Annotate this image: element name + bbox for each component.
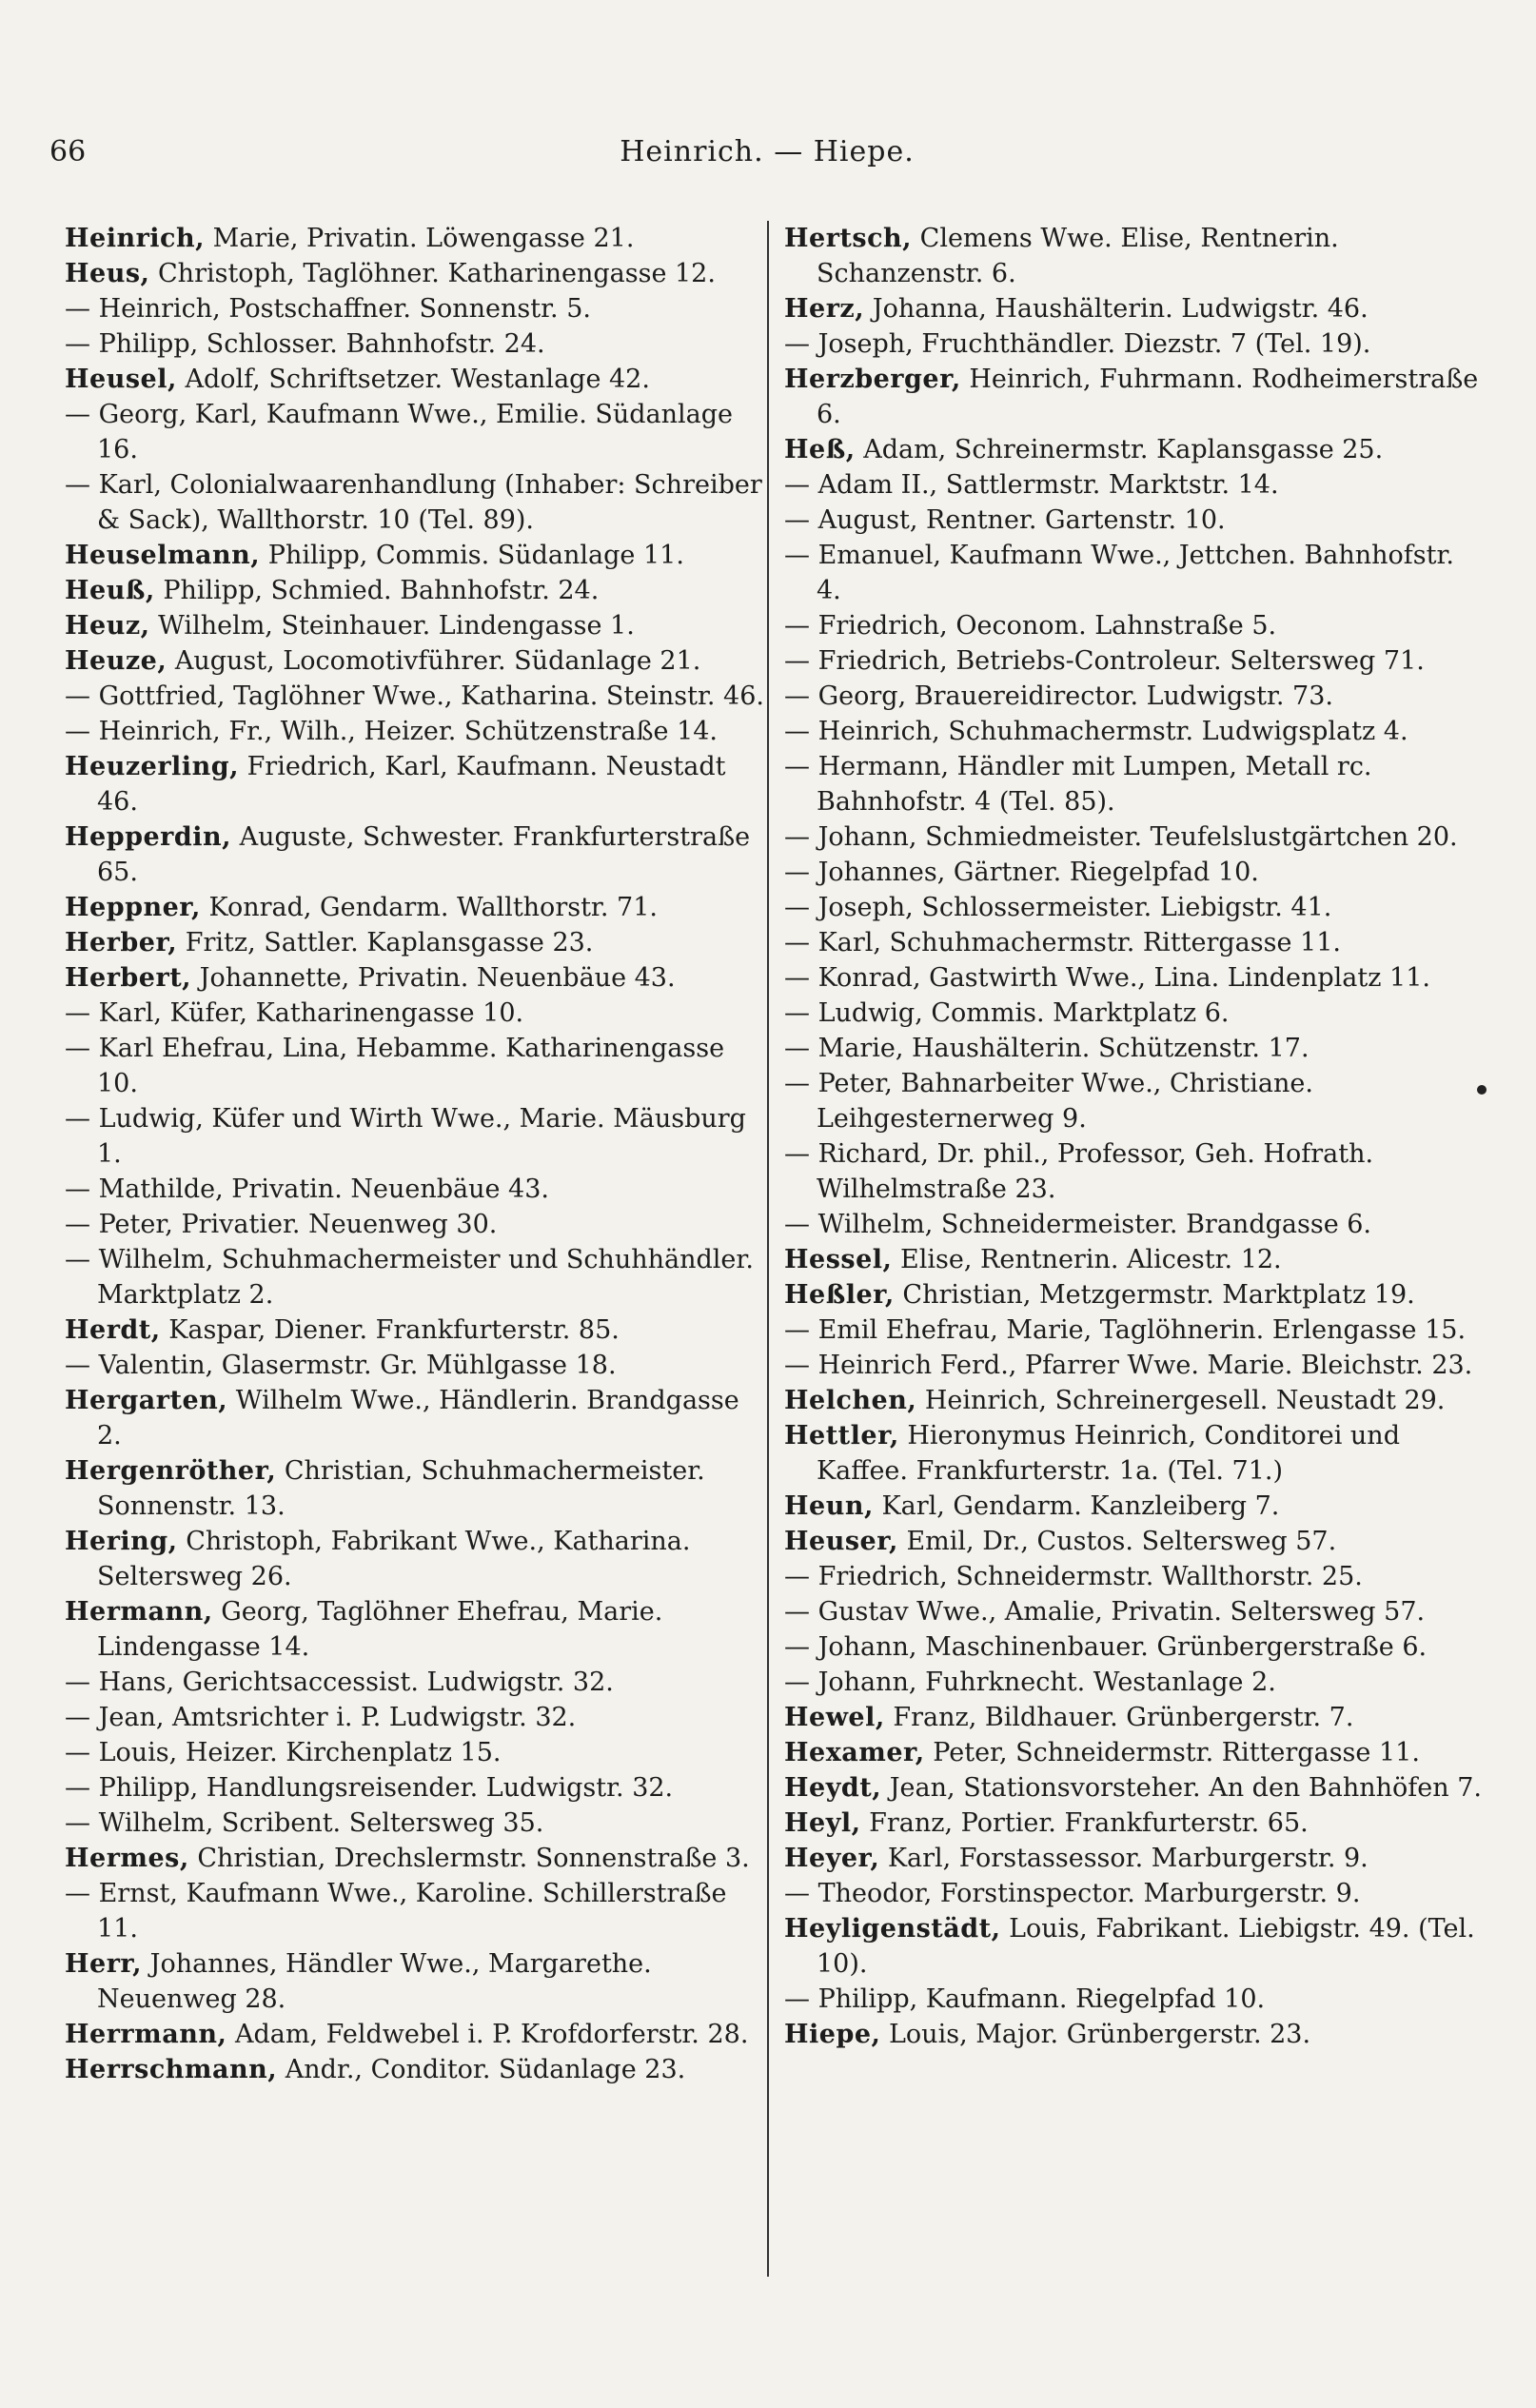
entry-text: — Ernst, Kaufmann Wwe., Karoline. Schillerstraße 11.: [65, 1879, 727, 1944]
directory-entry: [65, 1946, 764, 2017]
directory-entry: [784, 1524, 1484, 1559]
entry-text: Franz, Portier. Frankfurterstr. 65.: [869, 1808, 1309, 1838]
entry-text: Heinrich, Schreinergesell. Neustadt 29.: [924, 1386, 1446, 1415]
directory-entry: [784, 1277, 1484, 1313]
directory-entry: [65, 714, 764, 749]
entry-text: August, Locomotivführer. Südanlage 21.: [174, 646, 701, 676]
entry-text: — Wilhelm, Schneidermeister. Brandgasse 6.: [784, 1210, 1372, 1239]
directory-entry: [65, 467, 764, 538]
entry-text: — Theodor, Forstinspector. Marburgerstr. 9.: [784, 1879, 1361, 1908]
directory-entry: [65, 1313, 764, 1348]
directory-entry: [65, 608, 764, 643]
directory-entry: [784, 749, 1484, 819]
directory-entry: [784, 1841, 1484, 1876]
entry-text: Christian, Metzgermstr. Marktplatz 19.: [902, 1280, 1415, 1310]
entry-text: Fritz, Sattler. Kaplansgasse 23.: [185, 928, 594, 957]
entry-text: Elise, Rentnerin. Alicestr. 12.: [900, 1245, 1282, 1274]
entry-text: — Konrad, Gastwirth Wwe., Lina. Lindenplatz 11.: [784, 963, 1430, 993]
entry-text: Louis, Fabrikant. Liebigstr. 49. (Tel. 10).: [817, 1914, 1475, 1979]
entry-text: Clemens Wwe. Elise, Rentnerin. Schanzenstr. 6.: [817, 224, 1339, 288]
entry-text: — Jean, Amtsrichter i. P. Ludwigstr. 32.: [65, 1703, 577, 1732]
entry-text: Johannette, Privatin. Neuenbäue 43.: [199, 963, 676, 993]
entry-surname: Heuze,: [65, 646, 167, 676]
entry-surname: Heß,: [784, 435, 856, 464]
running-title: Heinrich. — Hiepe.: [620, 135, 915, 168]
directory-entry: [65, 291, 764, 326]
entry-surname: Hiepe,: [784, 2020, 881, 2049]
directory-entry: [65, 1876, 764, 1946]
directory-entry: [784, 996, 1484, 1031]
directory-entry: [65, 1101, 764, 1172]
entry-text: — Valentin, Glasermstr. Gr. Mühlgasse 18.: [65, 1351, 617, 1380]
entry-text: Georg, Taglöhner Ehefrau, Marie. Lindengasse 14.: [97, 1597, 663, 1662]
entry-text: Wilhelm, Steinhauer. Lindengasse 1.: [158, 611, 635, 641]
directory-entry: [784, 1594, 1484, 1629]
entry-text: Adam, Schreinermstr. Kaplansgasse 25.: [863, 435, 1384, 464]
entry-surname: Hermann,: [65, 1597, 213, 1627]
entry-text: — Johannes, Gärtner. Riegelpfad 10.: [784, 858, 1259, 887]
directory-entry: [784, 1348, 1484, 1383]
entry-text: — Philipp, Kaufmann. Riegelpfad 10.: [784, 1984, 1266, 2014]
entry-text: — Johann, Fuhrknecht. Westanlage 2.: [784, 1668, 1276, 1697]
entry-text: Marie, Privatin. Löwengasse 21.: [212, 224, 635, 253]
directory-entry: [784, 1066, 1484, 1136]
entry-surname: Heßler,: [784, 1280, 895, 1310]
entry-surname: Heyer,: [784, 1844, 880, 1873]
directory-entry: [784, 1770, 1484, 1806]
entry-text: — Hermann, Händler mit Lumpen, Metall rc. Bahnhofstr. 4 (Tel. 85).: [784, 752, 1372, 817]
directory-entry: [784, 1207, 1484, 1242]
directory-entry: [65, 1453, 764, 1524]
directory-entry: [65, 538, 764, 573]
directory-entry: [65, 749, 764, 819]
entry-surname: Herdt,: [65, 1315, 161, 1345]
directory-entry: [784, 1418, 1484, 1489]
entry-text: — Karl, Küfer, Katharinengasse 10.: [65, 998, 524, 1028]
directory-entry: [65, 1383, 764, 1453]
directory-entry: [784, 1136, 1484, 1207]
directory-entry: [65, 1841, 764, 1876]
directory-entry: [784, 291, 1484, 326]
entry-surname: Heus,: [65, 259, 150, 288]
entry-text: Christian, Drechslermstr. Sonnenstraße 3.: [197, 1844, 750, 1873]
entry-text: Louis, Major. Grünbergerstr. 23.: [889, 2020, 1311, 2049]
entry-text: — Philipp, Schlosser. Bahnhofstr. 24.: [65, 329, 545, 359]
directory-entry: [65, 326, 764, 362]
directory-entry: [65, 925, 764, 960]
entry-surname: Heyligenstädt,: [784, 1914, 1001, 1944]
entry-text: Christoph, Fabrikant Wwe., Katharina. Seltersweg 26.: [97, 1527, 691, 1591]
entry-text: — Ludwig, Commis. Marktplatz 6.: [784, 998, 1230, 1028]
directory-entry: [784, 467, 1484, 503]
directory-entry: [65, 573, 764, 608]
directory-entry: [65, 1207, 764, 1242]
entry-text: — Peter, Bahnarbeiter Wwe., Christiane. Leihgesternerweg 9.: [784, 1069, 1313, 1134]
entry-text: — Karl, Schuhmachermstr. Rittergasse 11.: [784, 928, 1341, 957]
left-column: [65, 221, 764, 2087]
directory-entry: [65, 1594, 764, 1665]
entry-text: — Ludwig, Küfer und Wirth Wwe., Marie. Mäusburg 1.: [65, 1104, 746, 1169]
directory-entry: [65, 1806, 764, 1841]
directory-entry: [65, 960, 764, 996]
entry-text: Franz, Bildhauer. Grünbergerstr. 7.: [893, 1703, 1354, 1732]
right-column: [784, 221, 1484, 2052]
column-divider: [767, 221, 769, 2277]
directory-entry: [784, 1665, 1484, 1700]
entry-text: Jean, Stationsvorsteher. An den Bahnhöfen 7.: [889, 1773, 1482, 1803]
directory-entry: [65, 819, 764, 890]
entry-text: Johanna, Haushälterin. Ludwigstr. 46.: [872, 294, 1369, 324]
directory-entry: [65, 362, 764, 397]
directory-entry: [784, 1383, 1484, 1418]
entry-surname: Heydt,: [784, 1773, 882, 1803]
page-number: 66: [49, 135, 87, 168]
entry-surname: Hettler,: [784, 1421, 899, 1451]
entry-text: Emil, Dr., Custos. Seltersweg 57.: [906, 1527, 1337, 1556]
directory-entry: [784, 714, 1484, 749]
directory-entry: [784, 1876, 1484, 1911]
directory-entry: [784, 608, 1484, 643]
entry-text: — Karl Ehefrau, Lina, Hebamme. Katharinengasse 10.: [65, 1034, 725, 1098]
directory-entry: [784, 1982, 1484, 2017]
entry-text: Auguste, Schwester. Frankfurterstraße 65.: [97, 822, 751, 887]
entry-surname: Heuz,: [65, 611, 150, 641]
entry-text: — Louis, Heizer. Kirchenplatz 15.: [65, 1738, 502, 1767]
entry-text: — Heinrich Ferd., Pfarrer Wwe. Marie. Bleichstr. 23.: [784, 1351, 1473, 1380]
entry-text: — Adam II., Sattlermstr. Marktstr. 14.: [784, 470, 1279, 500]
directory-entry: [784, 1700, 1484, 1735]
entry-text: Philipp, Schmied. Bahnhofstr. 24.: [163, 576, 600, 605]
directory-entry: [784, 643, 1484, 679]
entry-text: — Heinrich, Schuhmachermstr. Ludwigsplatz 4.: [784, 717, 1408, 746]
entry-surname: Herrschmann,: [65, 2055, 278, 2084]
entry-surname: Heun,: [784, 1491, 874, 1521]
print-dot-mark: [1477, 1085, 1487, 1095]
entry-text: — Marie, Haushälterin. Schützenstr. 17.: [784, 1034, 1310, 1063]
entry-text: — Heinrich, Postschaffner. Sonnenstr. 5.: [65, 294, 591, 324]
entry-surname: Herr,: [65, 1949, 143, 1979]
directory-entry: [784, 1313, 1484, 1348]
entry-text: Andr., Conditor. Südanlage 23.: [285, 2055, 686, 2084]
entry-surname: Hergenröther,: [65, 1456, 277, 1486]
directory-entry: [784, 1031, 1484, 1066]
directory-entry: [65, 890, 764, 925]
directory-entry: [65, 996, 764, 1031]
entry-surname: Hexamer,: [784, 1738, 925, 1767]
directory-entry: [784, 679, 1484, 714]
directory-entry: [65, 1700, 764, 1735]
entry-surname: Heppner,: [65, 893, 201, 922]
entry-surname: Heuß,: [65, 576, 155, 605]
entry-text: — Mathilde, Privatin. Neuenbäue 43.: [65, 1174, 549, 1204]
entry-text: — Johann, Maschinenbauer. Grünbergerstraße 6.: [784, 1632, 1428, 1662]
directory-entry: [65, 1665, 764, 1700]
entry-text: — Joseph, Fruchthändler. Diezstr. 7 (Tel. 19).: [784, 329, 1371, 359]
entry-text: — Johann, Schmiedmeister. Teufelslustgärtchen 20.: [784, 822, 1458, 852]
entry-surname: Hessel,: [784, 1245, 893, 1274]
entry-surname: Heinrich,: [65, 224, 206, 253]
directory-entry: [784, 960, 1484, 996]
directory-entry: [65, 1242, 764, 1313]
entry-surname: Hewel,: [784, 1703, 885, 1732]
entry-text: — Hans, Gerichtsaccessist. Ludwigstr. 32.: [65, 1668, 614, 1697]
entry-text: — Emanuel, Kaufmann Wwe., Jettchen. Bahnhofstr. 4.: [784, 541, 1454, 605]
directory-entry: [784, 1629, 1484, 1665]
entry-text: — Philipp, Handlungsreisender. Ludwigstr. 32.: [65, 1773, 674, 1803]
entry-surname: Heuselmann,: [65, 541, 261, 570]
directory-entry: [784, 326, 1484, 362]
directory-entry: [65, 221, 764, 256]
entry-text: Adolf, Schriftsetzer. Westanlage 42.: [185, 365, 650, 394]
page-header: [49, 135, 1485, 183]
entry-text: — Emil Ehefrau, Marie, Taglöhnerin. Erlengasse 15.: [784, 1315, 1467, 1345]
directory-entry: [784, 2017, 1484, 2052]
entry-text: Friedrich, Karl, Kaufmann. Neustadt 46.: [97, 752, 726, 817]
directory-entry: [65, 256, 764, 291]
entry-text: Johannes, Händler Wwe., Margarethe. Neuenweg 28.: [97, 1949, 652, 2014]
entry-text: — Peter, Privatier. Neuenweg 30.: [65, 1210, 498, 1239]
entry-text: Konrad, Gendarm. Wallthorstr. 71.: [208, 893, 658, 922]
directory-entry: [65, 1770, 764, 1806]
entry-surname: Herbert,: [65, 963, 192, 993]
entry-text: — Gustav Wwe., Amalie, Privatin. Seltersweg 57.: [784, 1597, 1426, 1627]
entry-text: — Georg, Karl, Kaufmann Wwe., Emilie. Südanlage 16.: [65, 400, 734, 464]
directory-entry: [65, 679, 764, 714]
entry-text: — Karl, Colonialwaarenhandlung (Inhaber: Schreiber & Sack), Wallthorstr. 10 (Tel. 89).: [65, 470, 762, 535]
directory-entry: [784, 1242, 1484, 1277]
entry-surname: Heyl,: [784, 1808, 861, 1838]
entry-text: — Friedrich, Oeconom. Lahnstraße 5.: [784, 611, 1277, 641]
entry-surname: Heusel,: [65, 365, 177, 394]
entry-text: — Wilhelm, Schuhmachermeister und Schuhhändler. Marktplatz 2.: [65, 1245, 754, 1310]
directory-entry: [65, 1348, 764, 1383]
entry-surname: Hermes,: [65, 1844, 189, 1873]
entry-text: Karl, Forstassessor. Marburgerstr. 9.: [887, 1844, 1369, 1873]
entry-text: — Wilhelm, Scribent. Seltersweg 35.: [65, 1808, 544, 1838]
directory-entry: [784, 855, 1484, 890]
entry-surname: Helchen,: [784, 1386, 917, 1415]
directory-entry: [784, 1911, 1484, 1982]
entry-surname: Herzberger,: [784, 365, 961, 394]
directory-entry: [784, 1489, 1484, 1524]
entry-text: Philipp, Commis. Südanlage 11.: [267, 541, 684, 570]
entry-surname: Herrmann,: [65, 2020, 227, 2049]
entry-text: — Joseph, Schlossermeister. Liebigstr. 41.: [784, 893, 1332, 922]
entry-text: Wilhelm Wwe., Händlerin. Brandgasse 2.: [97, 1386, 739, 1451]
directory-entry: [65, 2052, 764, 2087]
directory-entry: [784, 890, 1484, 925]
directory-entry: [65, 1172, 764, 1207]
entry-text: Christoph, Taglöhner. Katharinengasse 12.: [158, 259, 716, 288]
directory-entry: [784, 925, 1484, 960]
directory-entry: [784, 221, 1484, 291]
entry-text: — Richard, Dr. phil., Professor, Geh. Hofrath. Wilhelmstraße 23.: [784, 1139, 1374, 1204]
directory-entry: [65, 397, 764, 467]
entry-surname: Hertsch,: [784, 224, 913, 253]
entry-surname: Hering,: [65, 1527, 178, 1556]
entry-surname: Heuzerling,: [65, 752, 239, 781]
directory-entry: [784, 1806, 1484, 1841]
entry-text: — August, Rentner. Gartenstr. 10.: [784, 505, 1226, 535]
entry-surname: Hepperdin,: [65, 822, 232, 852]
entry-text: Heinrich, Fuhrmann. Rodheimerstraße 6.: [817, 365, 1479, 429]
directory-entry: [784, 503, 1484, 538]
entry-surname: Herz,: [784, 294, 865, 324]
entry-surname: Herber,: [65, 928, 178, 957]
entry-text: Adam, Feldwebel i. P. Krofdorferstr. 28.: [234, 2020, 749, 2049]
entry-text: Christian, Schuhmachermeister. Sonnenstr. 13.: [97, 1456, 705, 1521]
entry-text: — Friedrich, Betriebs-Controleur. Seltersweg 71.: [784, 646, 1425, 676]
entry-text: Hieronymus Heinrich, Conditorei und Kaffee. Frankfurterstr. 1a. (Tel. 71.): [817, 1421, 1400, 1486]
directory-entry: [784, 1735, 1484, 1770]
entry-text: — Friedrich, Schneidermstr. Wallthorstr. 25.: [784, 1562, 1363, 1591]
entry-surname: Hergarten,: [65, 1386, 228, 1415]
directory-entry: [784, 432, 1484, 467]
directory-entry: [784, 538, 1484, 608]
entry-text: Karl, Gendarm. Kanzleiberg 7.: [881, 1491, 1280, 1521]
directory-entry: [65, 1735, 764, 1770]
directory-entry: [65, 2017, 764, 2052]
directory-entry: [65, 1031, 764, 1101]
entry-text: — Gottfried, Taglöhner Wwe., Katharina. Steinstr. 46.: [65, 681, 764, 711]
entry-text: Peter, Schneidermstr. Rittergasse 11.: [933, 1738, 1420, 1767]
entry-surname: Heuser,: [784, 1527, 898, 1556]
directory-entry: [784, 819, 1484, 855]
directory-entry: [784, 362, 1484, 432]
directory-entry: [65, 643, 764, 679]
entry-text: — Heinrich, Fr., Wilh., Heizer. Schützenstraße 14.: [65, 717, 719, 746]
entry-text: — Georg, Brauereidirector. Ludwigstr. 73.: [784, 681, 1333, 711]
entry-text: Kaspar, Diener. Frankfurterstr. 85.: [168, 1315, 620, 1345]
directory-entry: [65, 1524, 764, 1594]
directory-entry: [784, 1559, 1484, 1594]
